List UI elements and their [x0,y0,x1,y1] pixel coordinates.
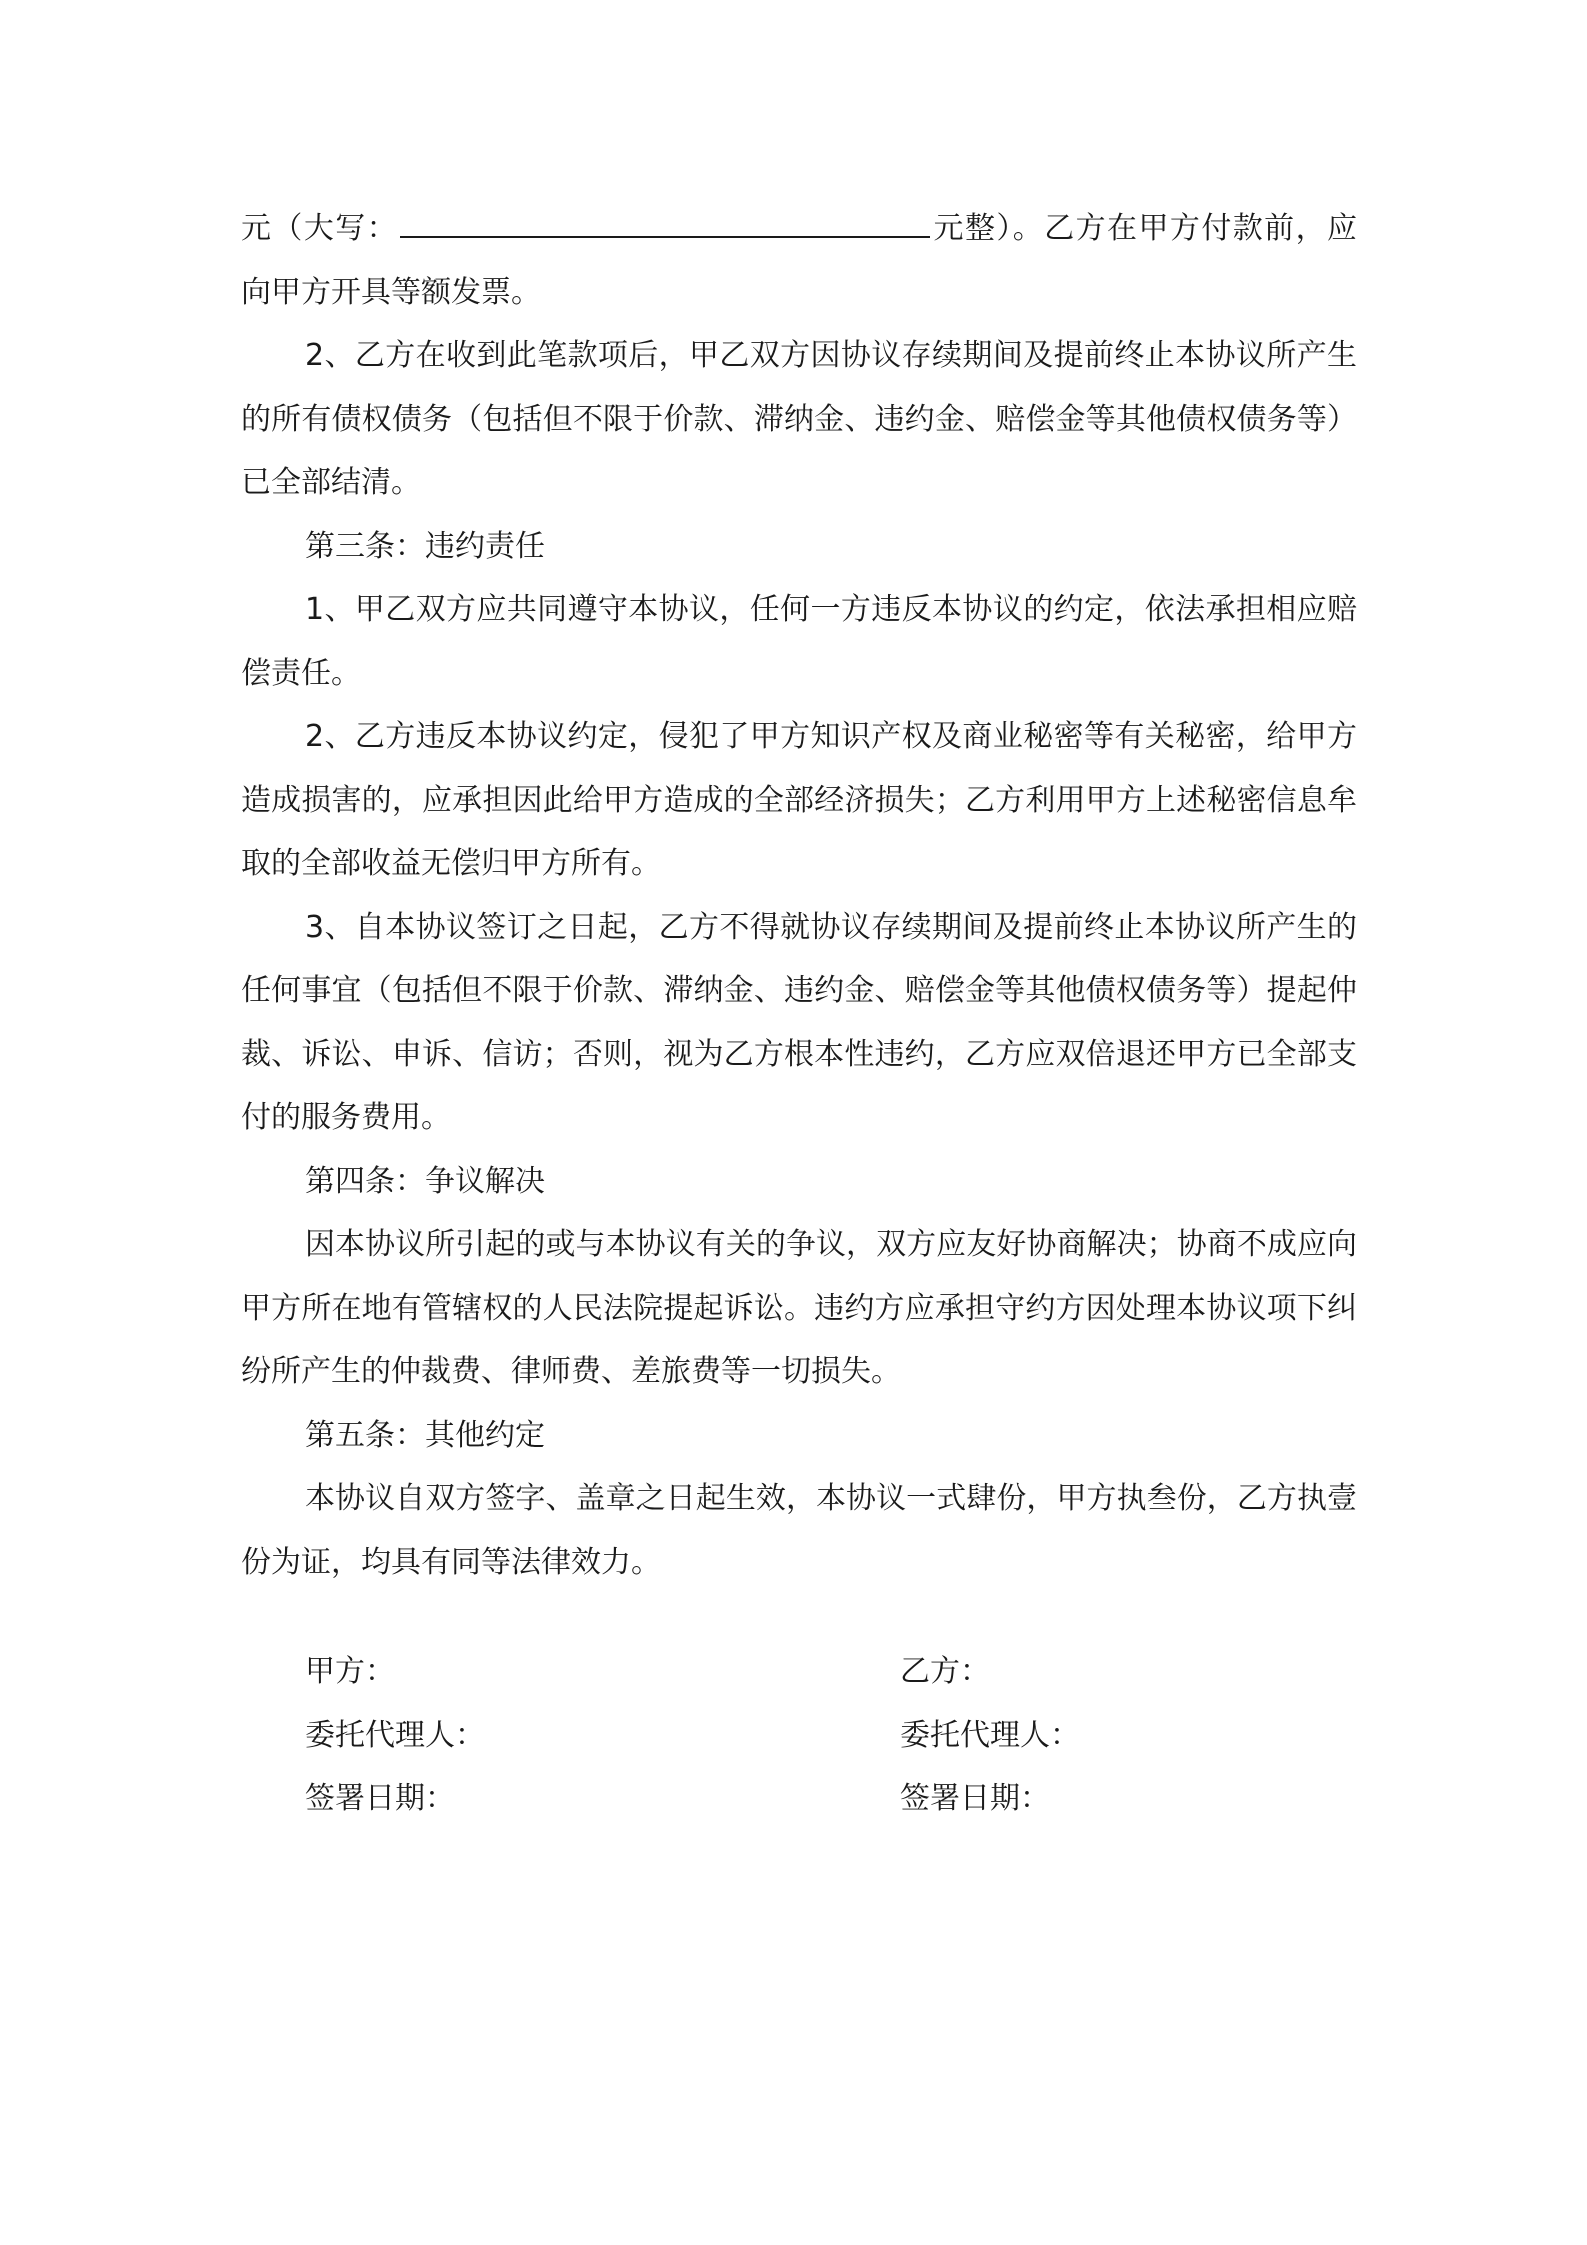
clause4-text: 因本协议所引起的或与本协议有关的争议，双方应友好协商解决；协商不成应向甲方所在地有管辖权的人民法院提起诉讼。违约方应承担守约方因处理本协议项下纠纷所产生的仲裁费、律师费、差旅费等一切损失。 [241,1227,1357,1389]
party-b-agent-label: 委托代理人： [900,1717,1080,1753]
party-b-label: 乙方： [900,1654,990,1689]
payment-paragraph [241,197,1357,324]
clause3-item-3: 3、自本协议签订之日起，乙方不得就协议存续期间及提前终止本协议所产生的任何事宜（包括但不限于价款、滞纳金、违约金、赔偿金等其他债权债务等）提起仲裁、诉讼、申诉、信访；否则，视为乙方根本性违约，乙方应双倍退还甲方已全部支付的服务费用。 [241,909,1357,1135]
clause5-heading: 第五条：其他约定 [305,1417,545,1453]
party-a-signature-block [305,1640,485,1831]
party-b-signature-block [900,1640,1080,1831]
payment-text-post: 元整）。乙方在甲方付款前，应向甲方开具等额发票。 [241,211,1358,310]
party-a-label: 甲方： [305,1654,395,1689]
agreement-body [241,197,1357,1594]
party-a-agent-label: 委托代理人： [305,1717,485,1753]
clause3-heading: 第三条：违约责任 [305,528,545,564]
clause5-text: 本协议自双方签字、盖章之日起生效，本协议一式肆份，甲方执叁份，乙方执壹份为证，均具有同等法律效力。 [241,1481,1357,1580]
payment-text-pre: 元（大写： [241,211,399,246]
party-a-date-label: 签署日期： [305,1781,455,1816]
settlement-paragraph: 2、乙方在收到此笔款项后，甲乙双方因协议存续期间及提前终止本协议所产生的所有债权债务（包括但不限于价款、滞纳金、违约金、赔偿金等其他债权债务等）已全部结清。 [241,338,1357,500]
clause3-item-2: 2、乙方违反本协议约定，侵犯了甲方知识产权及商业秘密等有关秘密，给甲方造成损害的，应承担因此给甲方造成的全部经济损失；乙方利用甲方上述秘密信息牟取的全部收益无偿归甲方所有。 [241,719,1357,881]
party-b-date-label: 签署日期： [900,1781,1050,1816]
clause3-item-1: 1、甲乙双方应共同遵守本协议，任何一方违反本协议的约定，依法承担相应赔偿责任。 [241,592,1357,691]
amount-blank [400,200,930,238]
clause4-heading: 第四条：争议解决 [305,1163,545,1199]
